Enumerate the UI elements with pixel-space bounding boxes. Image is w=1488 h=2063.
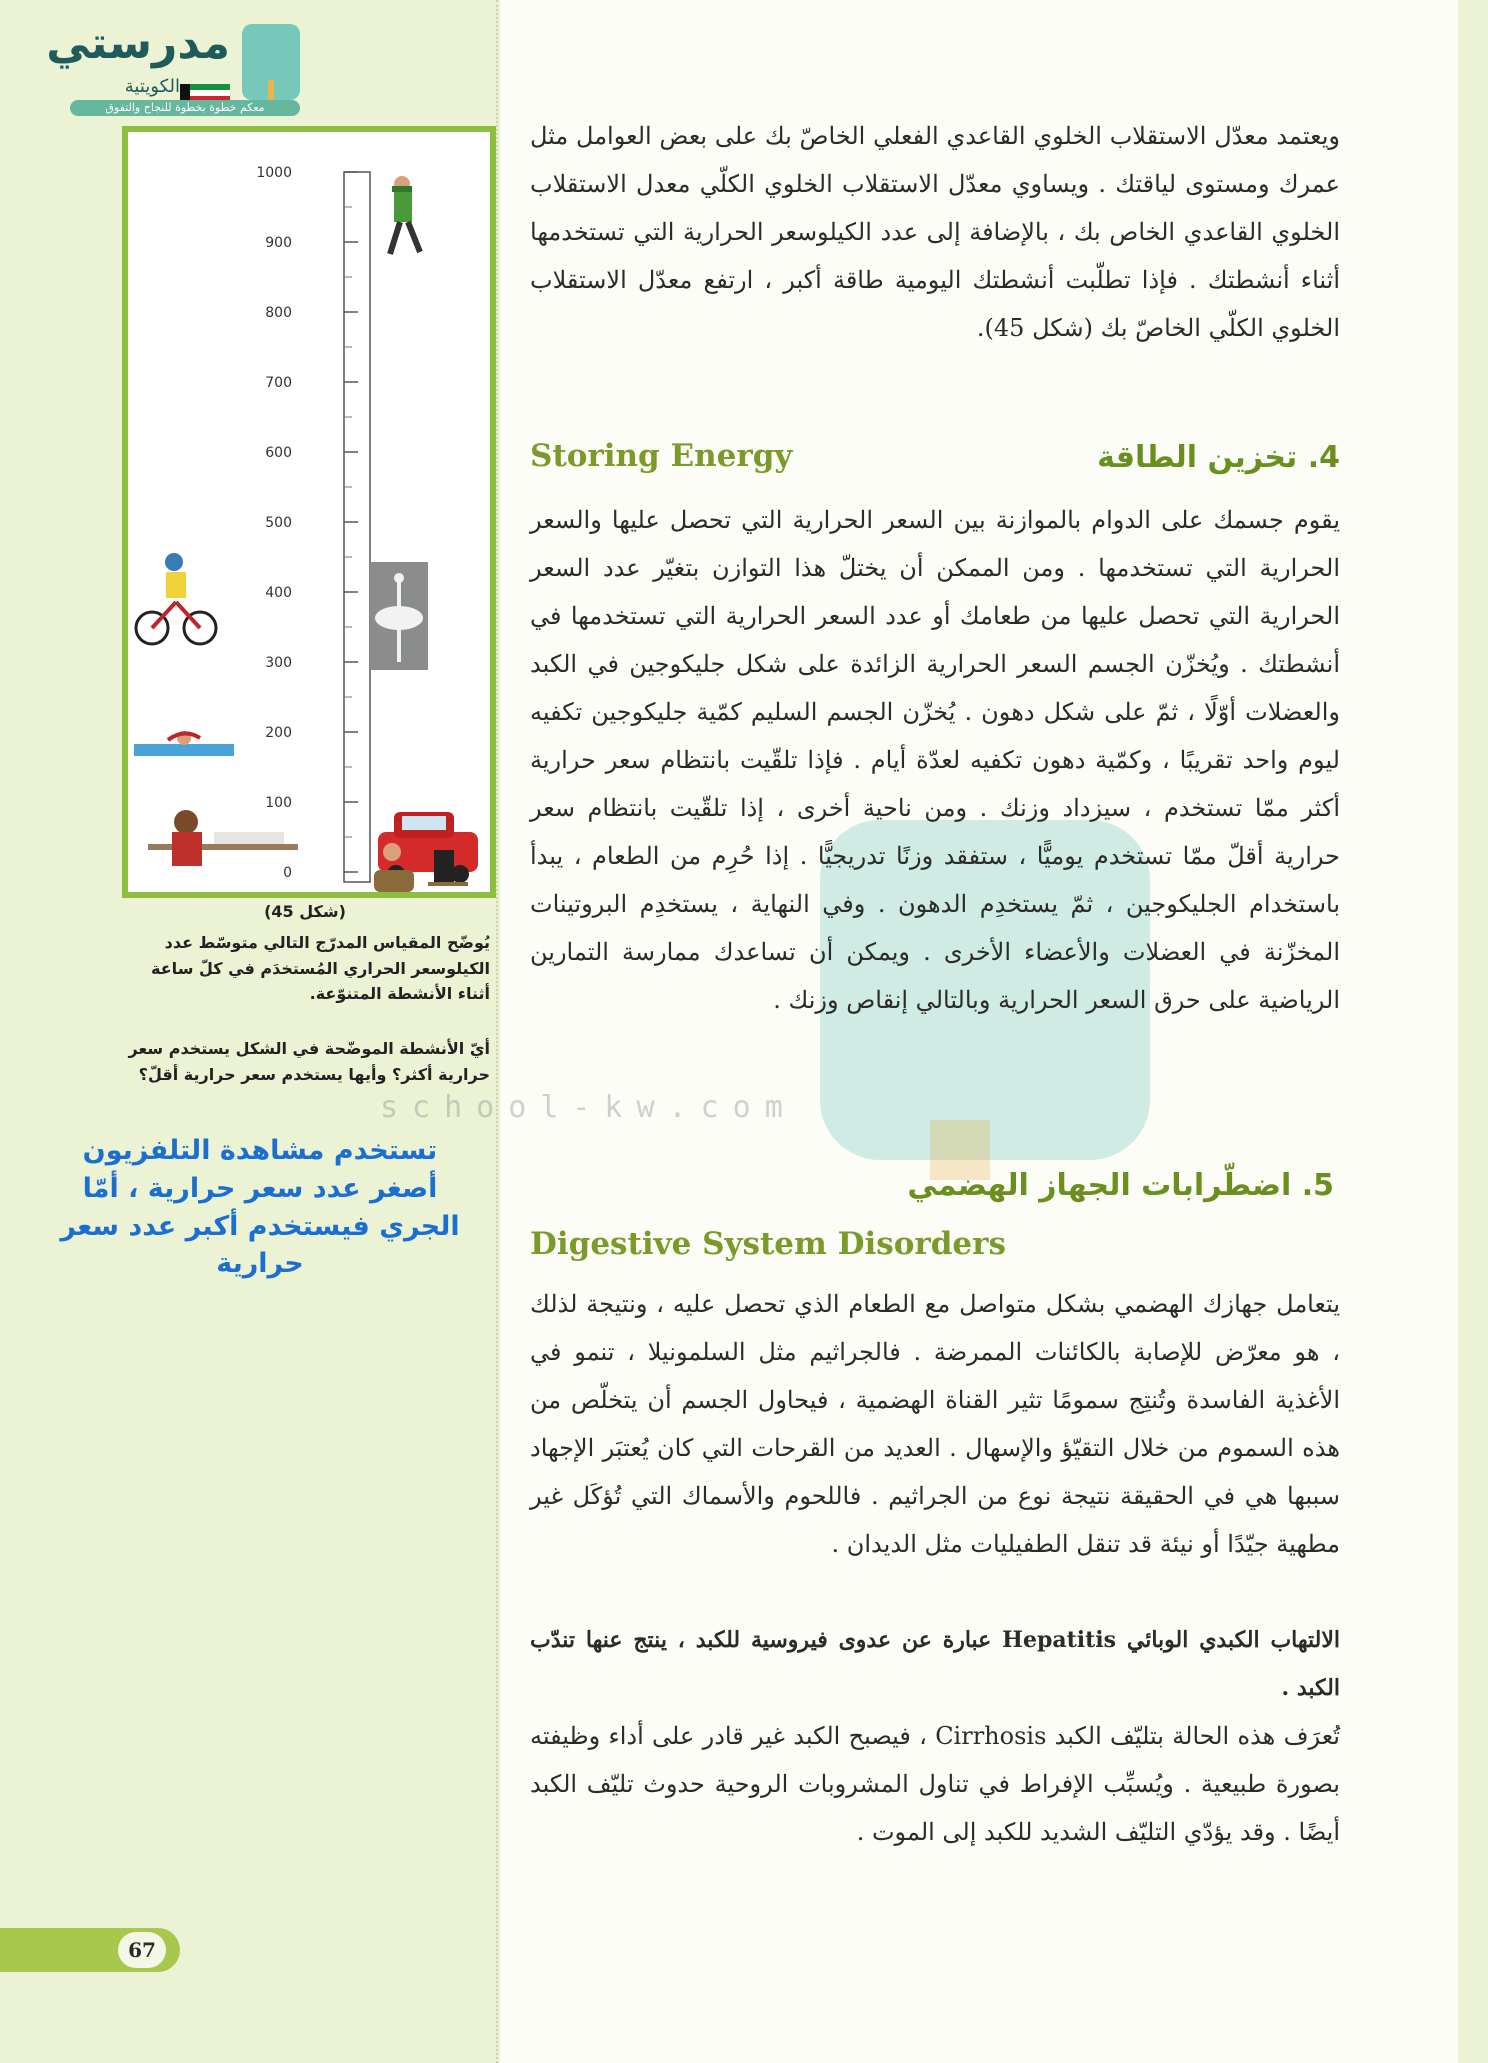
tick-label: 100 bbox=[265, 795, 292, 811]
tick-label: 700 bbox=[265, 375, 292, 391]
section-5-title-en: Digestive System Disorders bbox=[530, 1226, 1006, 1262]
watermark-text: school-kw.com bbox=[380, 1090, 797, 1125]
tick-label: 300 bbox=[265, 655, 292, 671]
tick-label: 400 bbox=[265, 585, 292, 601]
scale-bar bbox=[344, 172, 370, 882]
figure-caption: (شكل 45) bbox=[264, 902, 346, 921]
tick-label: 1000 bbox=[256, 165, 292, 181]
handwritten-answer: تستخدم مشاهدة التلفزيون أصغر عدد سعر حرارية ، أمّا الجري فيستخدم أكبر عدد سعر حرارية bbox=[60, 1135, 460, 1280]
swimmer-icon bbox=[134, 731, 234, 756]
tick-label: 800 bbox=[265, 305, 292, 321]
section-4-heading bbox=[530, 438, 1340, 488]
figure-description: يُوضّح المقياس المدرّج التالي متوسّط عدد الكيلوسعر الحراري المُستخدَم في كلّ ساعة أثناء الأنشطة المتنوّعة. bbox=[151, 933, 490, 1004]
column-divider bbox=[496, 0, 498, 2063]
tick-label: 600 bbox=[265, 445, 292, 461]
tick-label: 500 bbox=[265, 515, 292, 531]
cyclist-icon bbox=[136, 553, 216, 644]
section-4-title-ar: 4. تخزين الطاقة bbox=[1097, 440, 1340, 475]
section-4-title-en: Storing Energy bbox=[530, 438, 793, 474]
intro-paragraph: ويعتمد معدّل الاستقلاب الخلوي القاعدي الفعلي الخاصّ بك على بعض العوامل مثل عمرك ومستوى لياقتك . ويساوي معدّل الاستقلاب الخلوي الكلّي معدل الاستقلاب الخلوي القاعدي الخاص بك ، بالإضافة إلى عدد الكيلوسعر الحرارية التي تستخدمها أثناء أنشطتك . فإذا تطلّبت أنشطتك اليومية طاقة أكبر ، ارتفع معدّل الاستقلاب الخلوي الكلّي الخاصّ بك (شكل 45). bbox=[530, 122, 1340, 342]
page-number-tab bbox=[0, 1928, 180, 1972]
tick-label: 0 bbox=[283, 865, 292, 881]
right-margin-strip bbox=[1458, 0, 1488, 2063]
hepatitis-definition: الالتهاب الكبدي الوبائي Hepatitis عبارة عن عدوى فيروسية للكبد ، ينتج عنها تندّب الكبد . bbox=[530, 1627, 1340, 1701]
logo-icon bbox=[242, 24, 300, 100]
site-logo[interactable] bbox=[46, 18, 300, 118]
cirrhosis-paragraph: تُعرَف هذه الحالة بتليّف الكبد Cirrhosis ، فيصبح الكبد غير قادر على أداء وظيفته بصورة طبيعية . ويُسبِّب الإفراط في تناول المشروبات الروحية حدوث تليّف الكبد أيضًا . وقد يؤدّي التليّف الشديد للكبد إلى الموت . bbox=[530, 1722, 1340, 1846]
logo-name: مدرستي bbox=[46, 18, 230, 69]
chart-svg bbox=[128, 132, 490, 892]
calorie-scale-chart bbox=[122, 126, 496, 898]
section-5-paragraph: يتعامل جهازك الهضمي بشكل متواصل مع الطعام الذي تحصل عليه ، ونتيجة لذلك ، هو معرّض للإصابة بالكائنات الممرضة . فالجراثيم مثل السلمونيلا ، تنمو في الأغذية الفاسدة وتُنتِج سمومًا تثير القناة الهضمية ، فيحاول الجسم أن يتخلّص من هذه السموم من خلال التقيّؤ والإسهال . العديد من القرحات التي كان يُعتبَر الإجهاد سببها هي في الحقيقة نتيجة نوع من الجراثيم . فاللحوم والأسماك التي تُؤكَل غير مطهية جيّدًا أو نيئة قد تنقل الطفيليات مثل الديدان . bbox=[530, 1290, 1340, 1558]
logo-slogan: معكم خطوة بخطوة للنجاح والتفوق bbox=[70, 100, 300, 116]
figure-question: أيّ الأنشطة الموضّحة في الشكل يستخدم سعر حرارية أكثر؟ وأيها يستخدم سعر حرارية أقلّ؟ bbox=[128, 1039, 490, 1084]
section-5-title-ar: 5. اضطّرابات الجهاز الهضمي bbox=[907, 1168, 1334, 1203]
tick-label: 900 bbox=[265, 235, 292, 251]
page-number: 67 bbox=[118, 1932, 166, 1968]
logo-subtitle: الكويتية bbox=[124, 76, 180, 97]
runner-icon bbox=[390, 176, 420, 254]
ballerina-icon bbox=[370, 562, 428, 670]
tick-label: 200 bbox=[265, 725, 292, 741]
student-studying-icon bbox=[148, 810, 298, 866]
section-4-paragraph: يقوم جسمك على الدوام بالموازنة بين السعر الحرارية التي تحصل عليها والسعر الحرارية التي تستخدمها . ومن الممكن أن يختلّ هذا التوازن بتغيّر عدد السعر الحرارية التي تحصل عليها من طعامك أو عدد السعر الحرارية التي تستخدمها في أنشطتك . ويُخزّن الجسم السعر الحرارية الزائدة على شكل جليكوجين في الكبد والعضلات أوّلًا ، ثمّ على شكل دهون . يُخزّن الجسم السليم كمّية جليكوجين تكفيه ليوم واحد تقريبًا ، وكمّية دهون تكفيه لعدّة أيام . فإذا تلقّيت بانتظام سعر حرارية أكثر ممّا تستخدم ، سيزداد وزنك . ومن ناحية أخرى ، إذا تلقّيت بانتظام سعر حرارية أقلّ ممّا تستخدم يوميًّا ، ستفقد وزنًا تدريجيًّا . إذا حُرِم من الطعام ، يبدأ باستخدام الجليكوجين ، ثمّ يستخدِم الدهون . وفي النهاية ، يستخدِم البروتينات المخزّنة في العضلات والأعضاء الأخرى . ويمكن أن تساعدك ممارسة التمارين الرياضية على حرق السعر الحرارية وبالتالي إنقاص وزنك . bbox=[530, 506, 1340, 1014]
